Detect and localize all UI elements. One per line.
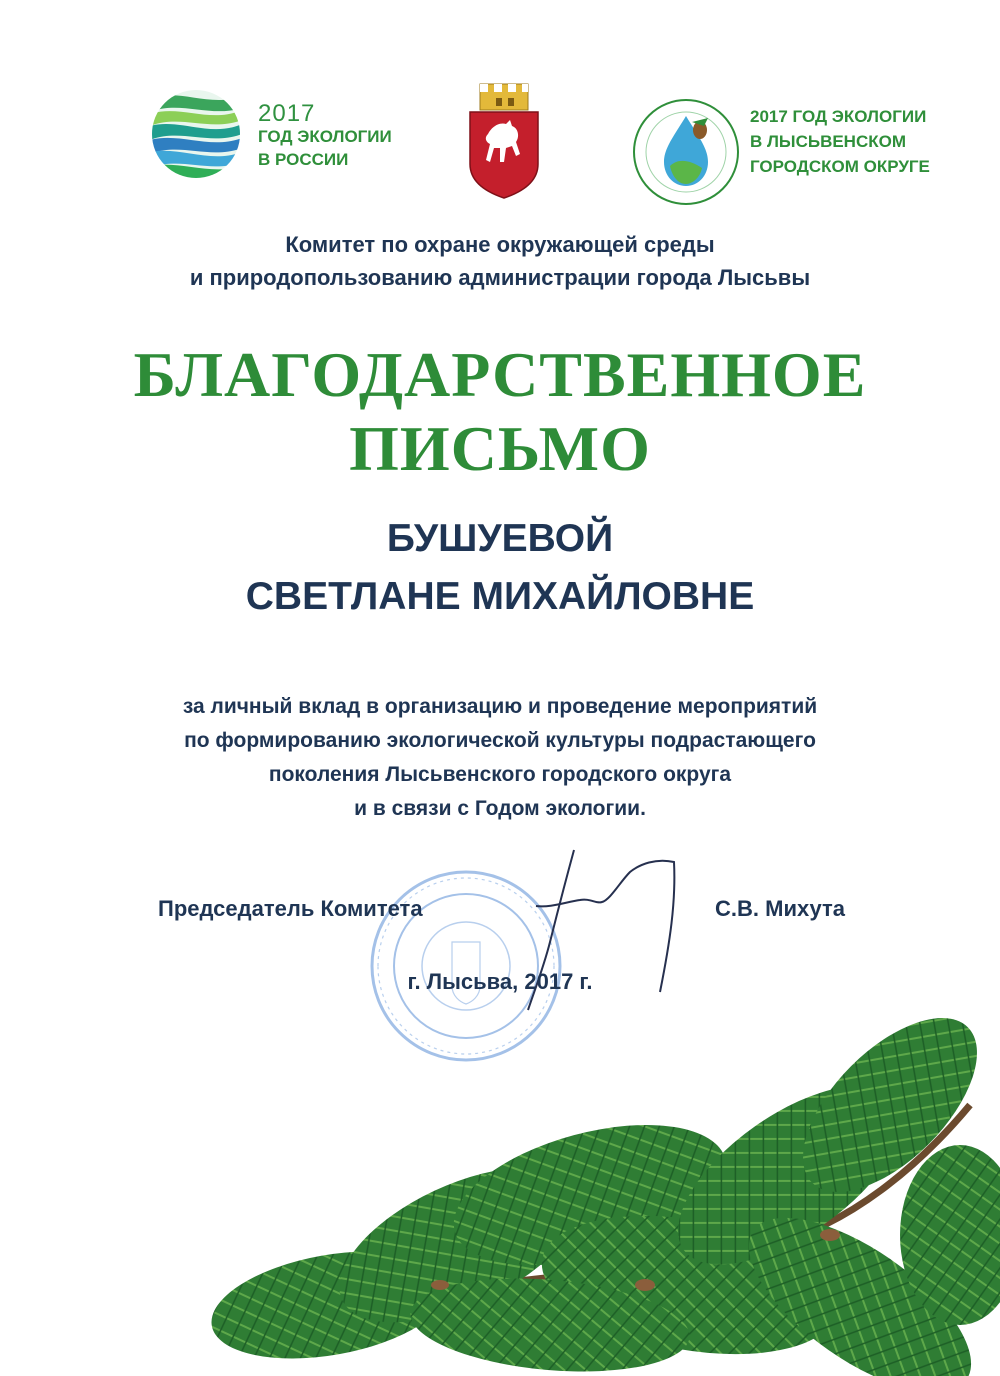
gratitude-text bbox=[0, 690, 1000, 826]
left-logo-text bbox=[258, 102, 392, 171]
body-line2: по формированию экологической культуры подрастающего bbox=[184, 729, 816, 752]
recipient-given-names: СВЕТЛАНЕ МИХАЙЛОВНЕ bbox=[245, 575, 755, 618]
left-logo-line2: В РОССИИ bbox=[258, 150, 349, 169]
year-of-ecology-lysva-logo bbox=[630, 96, 960, 206]
right-logo-line2: В ЛЫСЬВЕНСКОМ bbox=[750, 132, 906, 151]
title-line1: БЛАГОДАРСТВЕННОЕ bbox=[133, 339, 867, 410]
fir-branches-icon bbox=[130, 985, 1000, 1376]
body-line4: и в связи с Годом экологии. bbox=[354, 797, 646, 820]
right-logo-text bbox=[750, 104, 930, 179]
signatory-position: Председатель Комитета bbox=[158, 896, 423, 921]
recipient-surname: БУШУЕВОЙ bbox=[386, 517, 614, 560]
committee-line1: Комитет по охране окружающей среды bbox=[285, 232, 715, 257]
title-line2: ПИСЬМО bbox=[349, 413, 651, 484]
committee-heading bbox=[0, 228, 1000, 294]
place-and-date: г. Лысьва, 2017 г. bbox=[407, 969, 593, 994]
recipient-name bbox=[0, 510, 1000, 626]
year-of-ecology-russia-logo bbox=[150, 88, 410, 183]
body-line1: за личный вклад в организацию и проведение мероприятий bbox=[182, 695, 818, 718]
ecology-globe-icon bbox=[150, 88, 242, 180]
right-logo-line3: ГОРОДСКОМ ОКРУГЕ bbox=[750, 157, 930, 176]
body-line3: поколения Лысьвенского городского округа bbox=[268, 763, 732, 786]
left-logo-line1: ГОД ЭКОЛОГИИ bbox=[258, 127, 392, 146]
signatory-name: С.В. Михута bbox=[715, 896, 845, 921]
coat-of-arms-icon bbox=[466, 82, 542, 200]
document-title bbox=[0, 338, 1000, 486]
right-logo-line1: 2017 ГОД ЭКОЛОГИИ bbox=[750, 107, 927, 126]
committee-line2: и природопользованию администрации города Лысьвы bbox=[189, 265, 811, 290]
water-drop-emblem-icon bbox=[630, 96, 742, 208]
left-logo-year: 2017 bbox=[258, 100, 316, 127]
